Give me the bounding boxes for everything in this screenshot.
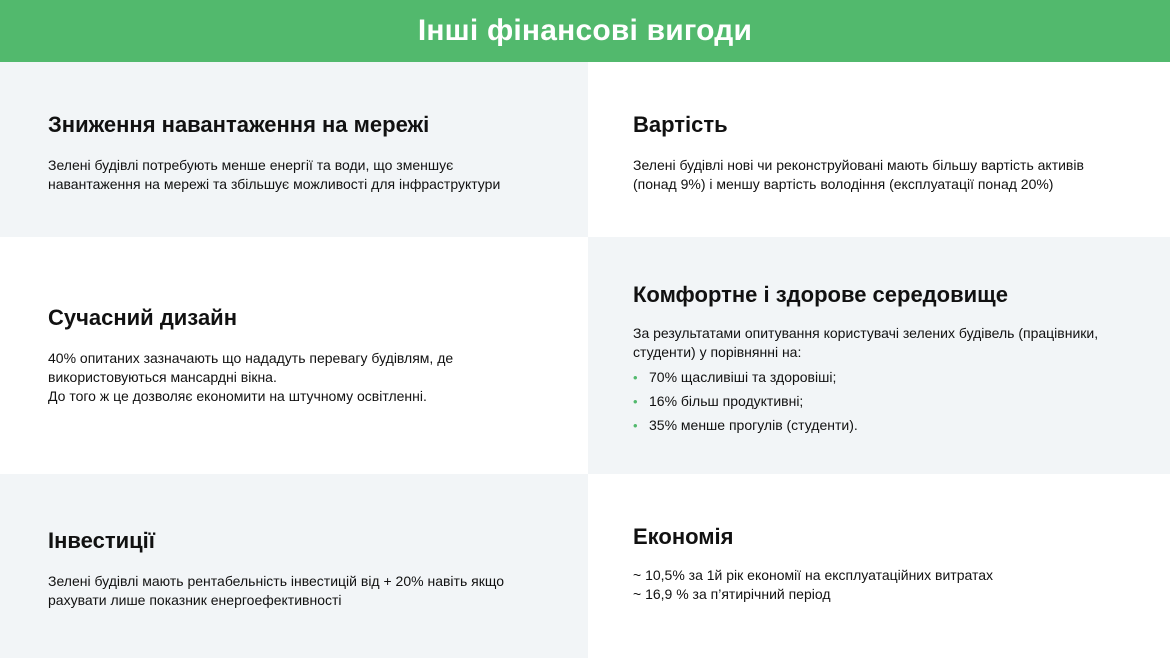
- text-line: ~ 10,5% за 1й рік економії на експлуатаційних витратах: [633, 567, 993, 584]
- card-grid-load: [0, 62, 588, 237]
- list-item: [633, 368, 1140, 387]
- card-title: Комфортне і здорове середовище: [633, 282, 1008, 307]
- card-comfort: [588, 237, 1170, 474]
- bullet-list: [633, 368, 1140, 435]
- card-title: Сучасний дизайн: [48, 305, 237, 330]
- text-line: Зелені будівлі мають рентабельність інвестицій від + 20% навіть якщо: [48, 573, 504, 590]
- text-line: використовуються мансардні вікна.: [48, 369, 277, 386]
- card-investment: [0, 474, 588, 658]
- card-title: Інвестиції: [48, 528, 155, 553]
- text-line: рахувати лише показник енергоефективності: [48, 592, 342, 609]
- text-line: студенти) у порівнянні на:: [633, 344, 802, 361]
- text-line: Зелені будівлі потребують менше енергії та води, що зменшує: [48, 157, 454, 174]
- page-title: Інші фінансові вигоди: [417, 14, 753, 47]
- bullet-icon: •: [633, 394, 638, 410]
- card-text: [633, 324, 1140, 362]
- text-line: Зелені будівлі нові чи реконструйовані мають більшу вартість активів: [633, 157, 1084, 174]
- card-title: Економія: [633, 524, 734, 549]
- list-item: [633, 416, 1140, 435]
- card-text: [48, 349, 558, 406]
- card-text: [633, 156, 1140, 194]
- text-line: (понад 9%) і меншу вартість володіння (експлуатації понад 20%): [633, 176, 1054, 193]
- card-economy: [588, 474, 1170, 658]
- card-text: [633, 566, 1140, 604]
- list-item: [633, 392, 1140, 411]
- card-text: [48, 572, 558, 610]
- card-design: [0, 237, 588, 474]
- list-item-text: 35% менше прогулів (студенти).: [649, 417, 858, 434]
- list-item-text: 16% більш продуктивні;: [649, 393, 804, 410]
- text-line: навантаження на мережі та збільшує можливості для інфраструктури: [48, 176, 501, 193]
- bullet-icon: •: [633, 418, 638, 434]
- text-line: ~ 16,9 % за п’ятирічний період: [633, 586, 831, 603]
- list-item-text: 70% щасливіші та здоровіші;: [649, 369, 837, 386]
- bullet-icon: •: [633, 370, 638, 386]
- card-text: [48, 156, 558, 194]
- text-line: До того ж це дозволяє економити на штучному освітленні.: [48, 388, 427, 405]
- card-value: [588, 62, 1170, 237]
- card-title: Вартість: [633, 112, 728, 137]
- text-line: За результатами опитування користувачі зелених будівель (працівники,: [633, 325, 1099, 342]
- text-line: 40% опитаних зазначають що нададуть перевагу будівлям, де: [48, 350, 454, 367]
- card-title: Зниження навантаження на мережі: [48, 112, 430, 137]
- header-bar: [0, 0, 1170, 62]
